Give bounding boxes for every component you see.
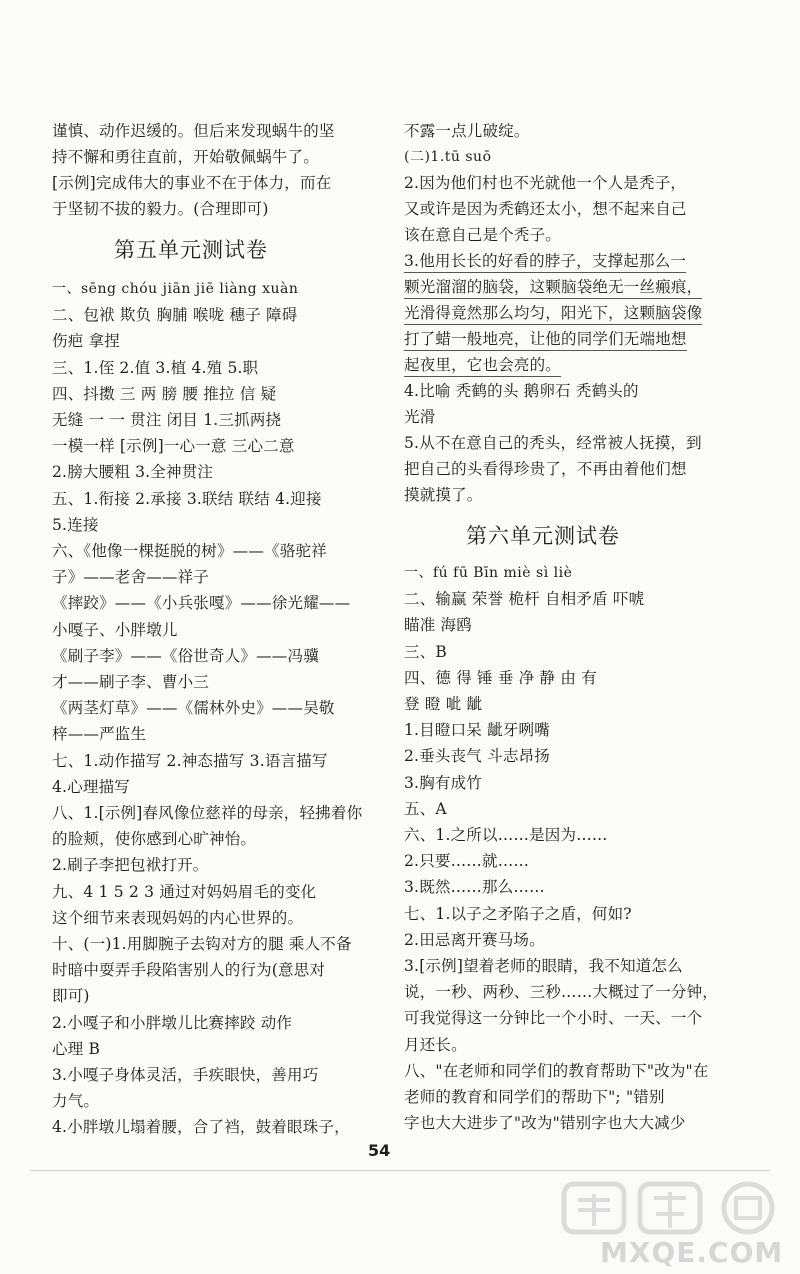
answer-line: 3.他用长长的好看的脖子，支撑起那么一	[404, 250, 686, 273]
answer-line: 《摔跤》——《小兵张嘎》——徐光耀——	[52, 594, 351, 613]
intro-line: [示例]完成伟大的事业不在于体力，而在	[52, 174, 332, 192]
answer-line: 子》——老舍——祥子	[52, 568, 210, 587]
answer-line: 起夜里，它也会亮的。	[404, 354, 561, 377]
answer-line: 五、1.衔接 2.承接 3.联结 联结 4.迎接	[52, 489, 322, 508]
answer-line: 的脸颊，使你感到心旷神怡。	[52, 830, 257, 849]
answer-line: 三、B	[404, 642, 447, 661]
answer-line: 八、"在老师和同学们的教育帮助下"改为"在	[404, 1061, 709, 1080]
answer-line: 九、4 1 5 2 3 通过对妈妈眉毛的变化	[52, 882, 317, 901]
watermark-logo-icon	[560, 1180, 790, 1236]
answer-line: 即可)	[52, 987, 90, 1006]
answer-line: 伤疤 拿捏	[52, 332, 120, 351]
answer-line: 四、抖擞 三 两 膀 腰 推拉 信 疑	[52, 384, 277, 403]
watermark	[560, 1180, 800, 1274]
answer-line: 四、德 得 锤 垂 净 静 由 有	[404, 668, 597, 687]
watermark-url: MXQE.COM	[600, 1236, 784, 1269]
answer-line: 六、《他像一棵挺脱的树》——《骆驼祥	[52, 542, 327, 560]
answer-line: 该在意自己是个秃子。	[404, 226, 562, 244]
answer-line: 心理 B	[52, 1039, 101, 1058]
intro-line: 于坚韧不拔的毅力。(合理即可)	[52, 200, 269, 218]
answer-line: 3.小嘎子身体灵活，手疾眼快，善用巧	[52, 1066, 319, 1084]
answer-line: 三、1.侄 2.值 3.植 4.殖 5.职	[52, 358, 259, 377]
answer-line: 梓——严监生	[52, 725, 147, 744]
answer-line: 可我觉得这一分钟比一个小时、一天、一个	[404, 1009, 703, 1028]
answer-line: (二)1.tū suō	[404, 149, 492, 165]
answer-line: 时暗中耍弄手段陷害别人的行为(意思对	[52, 961, 326, 980]
answer-line: 《两茎灯草》——《儒林外史》——吴敬	[52, 699, 335, 718]
answer-line: 《刷子李》——《俗世奇人》——冯骥	[52, 646, 319, 665]
answer-line: 又或许是因为秃鹤还太小，想不起来自己	[404, 200, 687, 218]
answer-line: 2.田忌离开赛马场。	[404, 930, 545, 949]
answer-line: 六、1.之所以……是因为……	[404, 826, 608, 844]
answer-line: 七、1.以子之矛陷子之盾，何如?	[404, 904, 632, 923]
answer-line: 3.[示例]望着老师的眼睛，我不知道怎么	[404, 957, 683, 975]
answer-line: 4.小胖墩儿塌着腰，合了裆，鼓着眼珠子，	[52, 1118, 350, 1137]
answer-line: 老师的教育和同学们的帮助下"; "错别	[404, 1088, 665, 1106]
answer-line: 五、A	[404, 799, 447, 818]
answer-line: 5.从不在意自己的秃头，经常被人抚摸，到	[404, 434, 702, 452]
answer-line: 说，一秒、两秒、三秒……大概过了一分钟，	[404, 983, 719, 1002]
answer-line: 八、1.[示例]春风像位慈祥的母亲，轻拂着你	[52, 804, 363, 822]
answer-line: 十、(一)1.用脚腕子去钩对方的腿 乘人不备	[52, 935, 352, 953]
answer-line: 4.比喻 秃鹤的头 鹅卵石 秃鹤头的	[404, 382, 639, 400]
answer-line: 力气。	[52, 1092, 100, 1111]
answer-line: 摸就摸了。	[404, 486, 483, 504]
intro-line: 谨慎、动作迟缓的。但后来发现蜗牛的坚	[52, 122, 335, 140]
answer-line: 2.垂头丧气 斗志昂扬	[404, 747, 550, 766]
answer-line: 光滑得竟然那么均匀，阳光下，这颗脑袋像	[404, 302, 702, 325]
answer-line: 3.既然……那么……	[404, 878, 545, 897]
answer-line: 2.因为他们村也不光就他一个人是秃子，	[404, 174, 687, 192]
intro-line: 持不懈和勇往直前，开始敬佩蜗牛了。	[52, 148, 319, 166]
answer-line: 这个细节来表现妈妈的内心世界的。	[52, 908, 304, 927]
answer-line: 字也大大进步了"改为"错别字也大大减少	[404, 1114, 686, 1133]
answer-line: 1.目瞪口呆 龇牙咧嘴	[404, 721, 550, 740]
answer-line: 打了蜡一般地亮，让他的同学们无端地想	[404, 328, 687, 351]
answer-line: 不露一点儿破绽。	[404, 122, 530, 140]
answer-line: 一、fú fū Bīn miè sì liè	[404, 565, 573, 581]
answer-line: 瞄准 海鸥	[404, 616, 472, 635]
answer-line: 3.胸有成竹	[404, 773, 482, 792]
answer-line: 月还长。	[404, 1035, 467, 1054]
answer-line: 光滑	[404, 408, 436, 426]
answer-line: 登 瞪 呲 龇	[404, 695, 483, 713]
answer-line: 才——刷子李、曹小三	[52, 673, 210, 691]
answer-line: 无缝 一 一 贯注 闭目 1.三抓两挠	[52, 411, 282, 429]
answer-line: 2.只要……就……	[404, 852, 530, 871]
answer-line: 5.连接	[52, 515, 99, 534]
section-heading-unit5: 第五单元测试卷	[114, 238, 268, 262]
answer-line: 一、sēng chóu jiān jiē liàng xuàn	[52, 281, 299, 297]
answer-line: 一模一样 [示例]一心一意 三心二意	[52, 437, 295, 456]
footer-rule	[30, 1170, 770, 1171]
answer-line: 2.小嘎子和小胖墩儿比赛摔跤 动作	[52, 1013, 293, 1032]
answer-line: 七、1.动作描写 2.神态描写 3.语言描写	[52, 751, 328, 770]
answer-line: 二、包袱 欺负 胸脯 喉咙 穗子 障碍	[52, 306, 298, 325]
answer-line: 4.心理描写	[52, 777, 130, 796]
page-number: 54	[368, 1141, 391, 1160]
answer-line: 二、输赢 荣誉 桅杆 自相矛盾 吓唬	[404, 590, 645, 609]
answer-line: 2.刷子李把包袱打开。	[52, 856, 209, 875]
answer-line: 小嘎子、小胖墩儿	[52, 620, 178, 639]
answer-line: 把自己的头看得珍贵了，不再由着他们想	[404, 460, 687, 478]
section-heading-unit6: 第六单元测试卷	[466, 524, 620, 548]
answer-line: 颗光溜溜的脑袋，这颗脑袋绝无一丝瘢痕，	[404, 276, 702, 299]
answer-line: 2.膀大腰粗 3.全神贯注	[52, 463, 214, 482]
